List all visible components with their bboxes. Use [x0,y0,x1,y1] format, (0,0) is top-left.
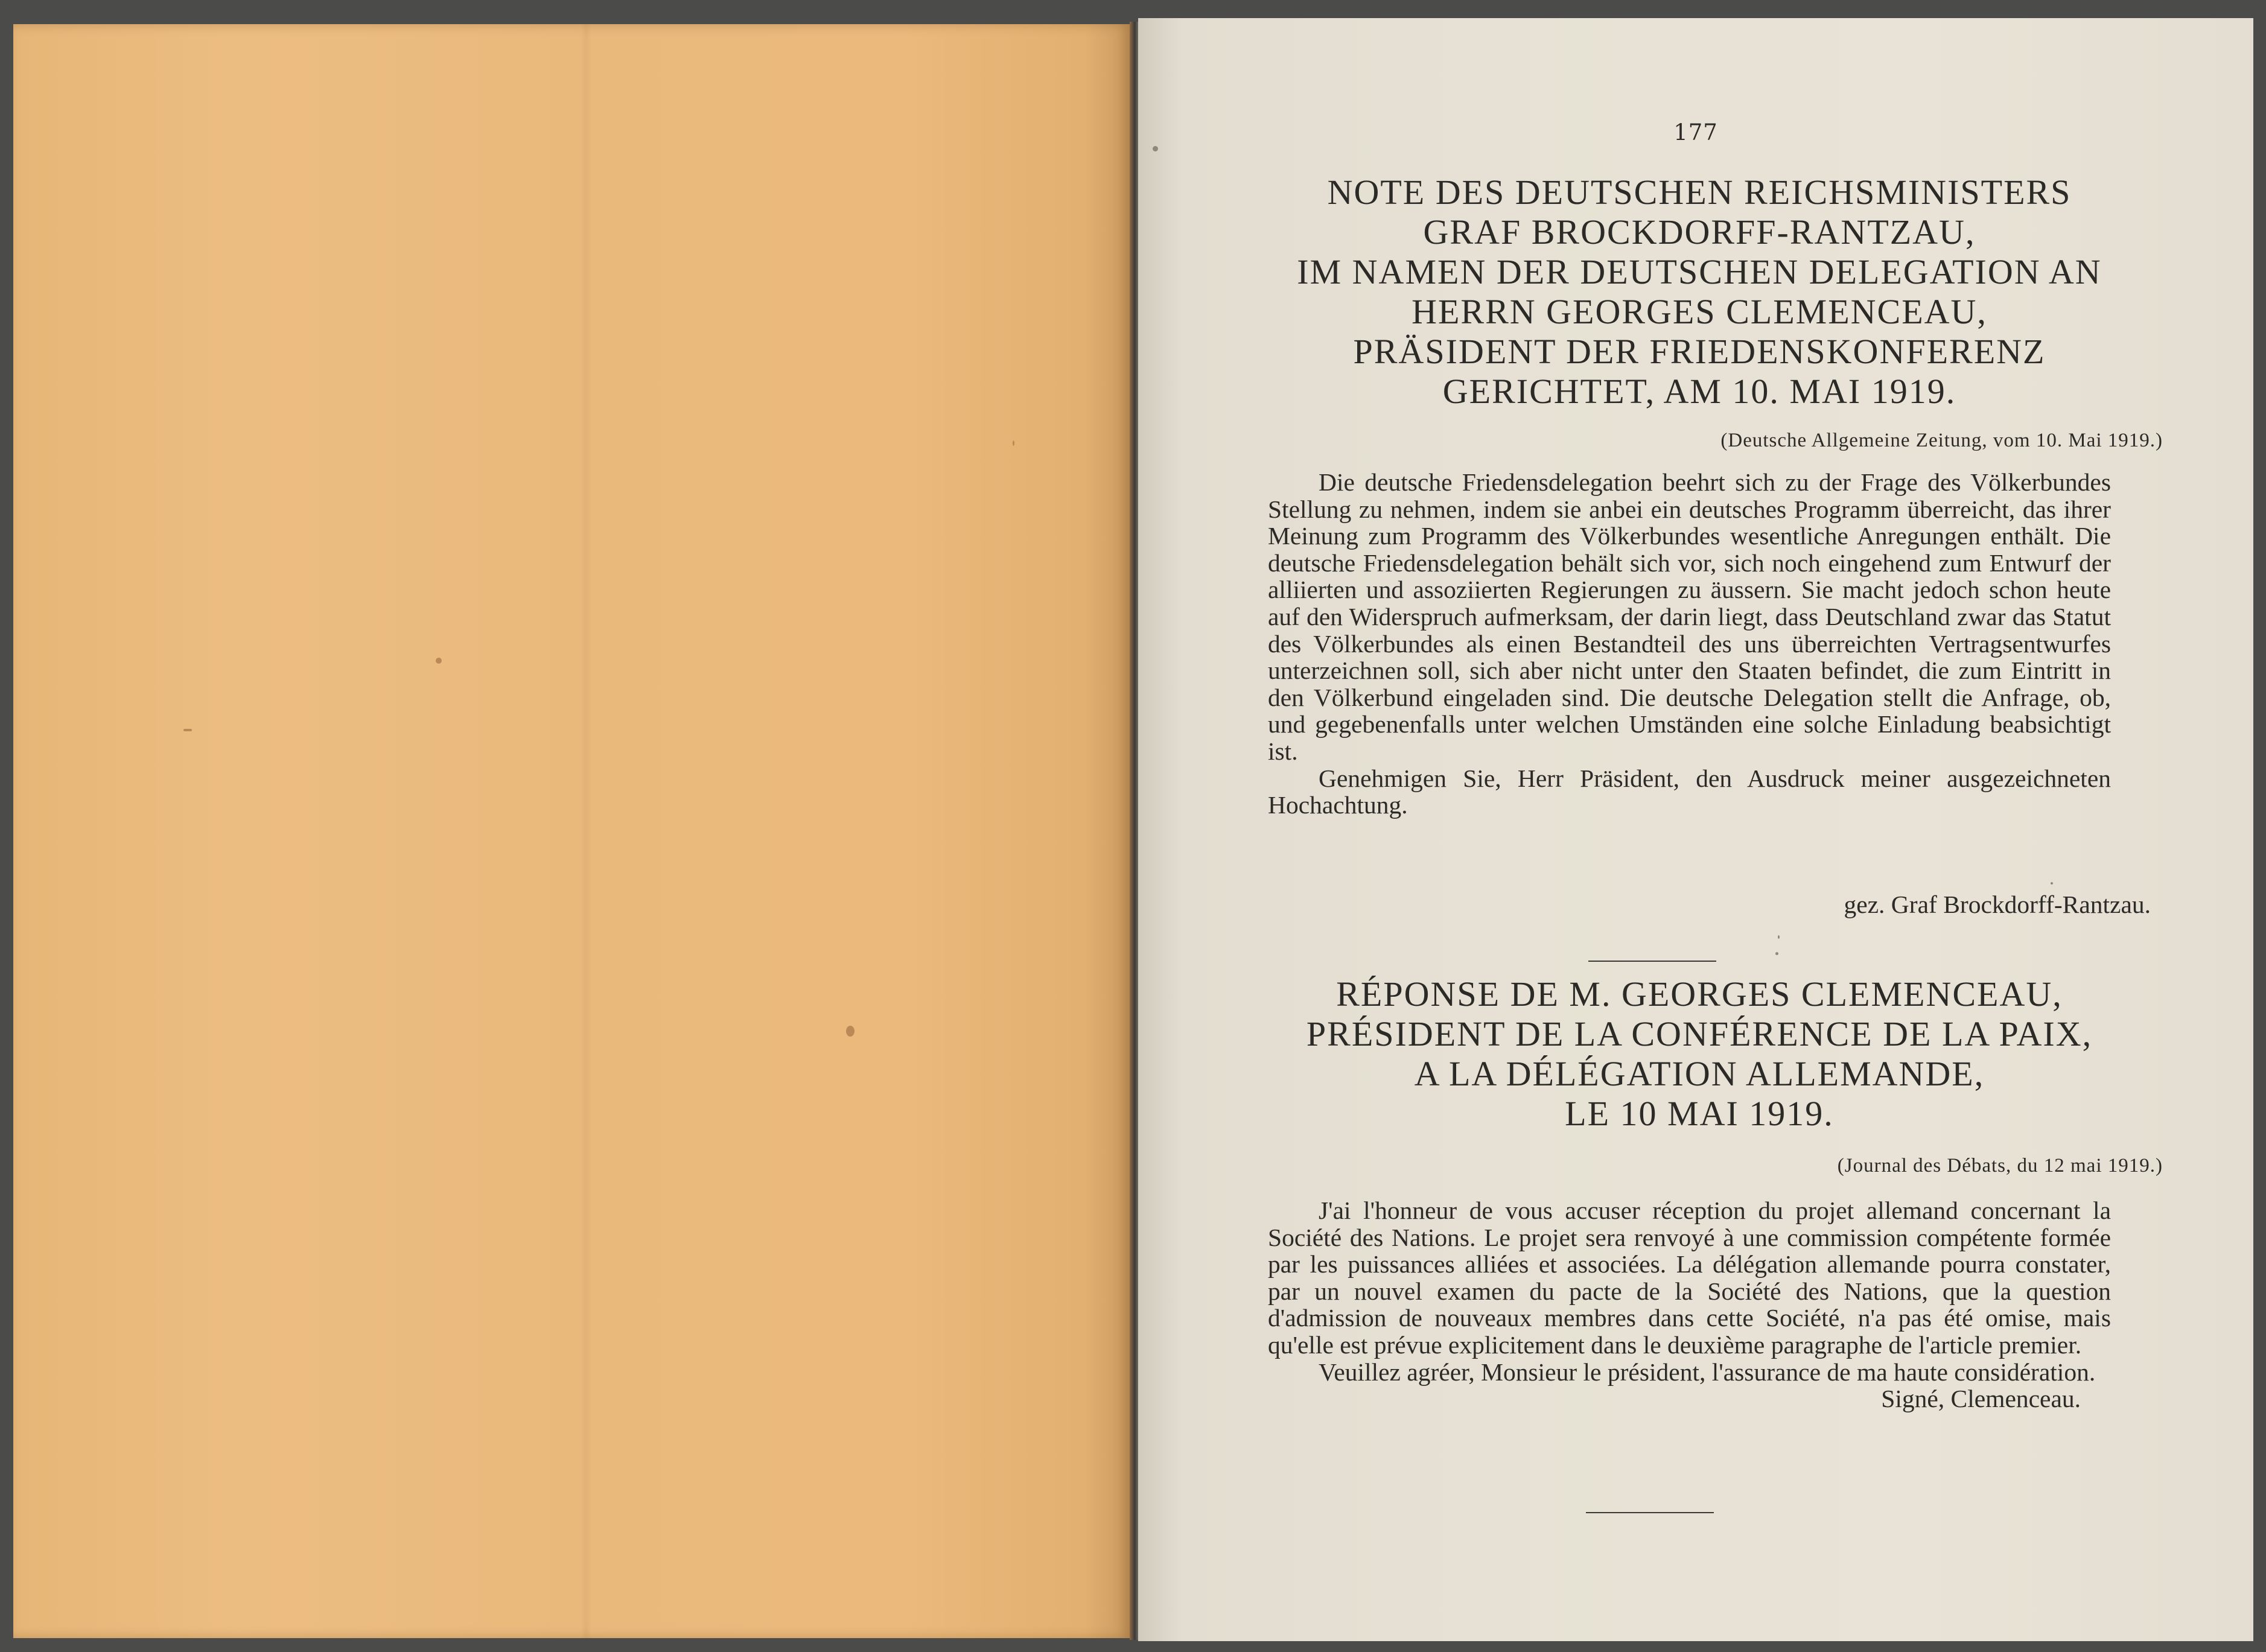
reponse-title-line: RÉPONSE DE M. GEORGES CLEMENCEAU, [1336,974,2063,1014]
note-closing-paragraph: Genehmigen Sie, Herr Präsident, den Ausdruck meiner ausgezeichneten Hochachtung. [1268,764,2111,819]
note-title-line: NOTE DES DEUTSCHEN REICHSMINISTERS [1327,173,2072,212]
printed-page [1138,18,2253,1641]
note-source: (Deutsche Allgemeine Zeitung, vom 10. Mai 1919.) [1720,430,2163,451]
reponse-closing-paragraph [1268,1358,2111,1413]
reponse-signature: Signé, Clemenceau. [1881,1385,2081,1413]
reponse-title-line: LE 10 MAI 1919. [1565,1094,1834,1133]
paper-speck [183,729,192,731]
paper-speck [1778,935,1780,939]
reponse-title-line: PRÉSIDENT DE LA CONFÉRENCE DE LA PAIX, [1306,1014,2093,1053]
book-gutter [1130,22,1138,1640]
paper-speck [1775,952,1778,955]
paper-speck [436,658,442,664]
end-divider [1586,1512,1714,1513]
page-number: 177 [1673,119,1718,145]
paper-speck [846,1026,855,1037]
page-fold [581,24,591,1638]
note-body [1268,469,2111,819]
reponse-title-line: A LA DÉLÉGATION ALLEMANDE, [1414,1054,1985,1093]
reponse-source: (Journal des Débats, du 12 mai 1919.) [1837,1155,2163,1177]
reponse-paragraph: J'ai l'honneur de vous accuser réception du projet allemand concernant la Société des Nations. Le projet sera renvoyé à une commission compétente formée par les puissances alliées et associées. La délégation allemande pourra constater, par un nouvel examen du pacte de la Société des Nations, que la question d'admission de nouveaux membres dans cette Société, n'a pas été omise, mais qu'elle est prévue explicitement dans le deuxième paragraphe de l'article premier. [1268,1196,2111,1359]
reponse-title [1211,974,2188,1134]
paper-speck [1013,440,1014,446]
note-signature: gez. Graf Brockdorff-Rantzau. [1844,891,2151,918]
reponse-closing-text: Veuillez agréer, Monsieur le président, l'assurance de ma haute considération. [1319,1358,2096,1386]
note-title-line: GRAF BROCKDORFF-RANTZAU, [1423,212,1976,252]
paper-speck [1153,146,1158,151]
blank-cover-page [13,24,1130,1638]
note-title [1211,173,2188,411]
paper-speck [2051,882,2053,885]
note-title-line: PRÄSIDENT DER FRIEDENSKONFERENZ [1353,332,2046,371]
note-title-line: IM NAMEN DER DEUTSCHEN DELEGATION AN [1297,252,2102,291]
note-title-line: HERRN GEORGES CLEMENCEAU, [1411,292,1987,331]
note-title-line: GERICHTET, AM 10. MAI 1919. [1442,372,1956,411]
section-divider [1588,961,1716,962]
note-paragraph: Die deutsche Friedensdelegation beehrt sich zu der Frage des Völkerbundes Stellung zu nehmen, indem sie anbei ein deutsches Programm überreicht, das ihrer Meinung zum Programm des Völkerbundes wesentliche Anregungen enthält. Die deutsche Friedensdelegation behält sich vor, sich noch eingehend zum Entwurf der alliierten und assoziierten Regierungen zu äussern. Sie macht jedoch schon heute auf den Widerspruch aufmerksam, der darin liegt, dass Deutschland zwar das Statut des Völkerbundes als einen Bestandteil des uns überreichten Vertragsentwurfes unterzeichnen soll, sich aber nicht unter den Staaten befindet, die zum Eintritt in den Völkerbund eingeladen sind. Die deutsche Delegation stellt die Anfrage, ob, und gegebenenfalls unter welchen Umständen eine solche Einladung beabsichtigt ist. [1268,468,2111,765]
reponse-body [1268,1197,2111,1412]
